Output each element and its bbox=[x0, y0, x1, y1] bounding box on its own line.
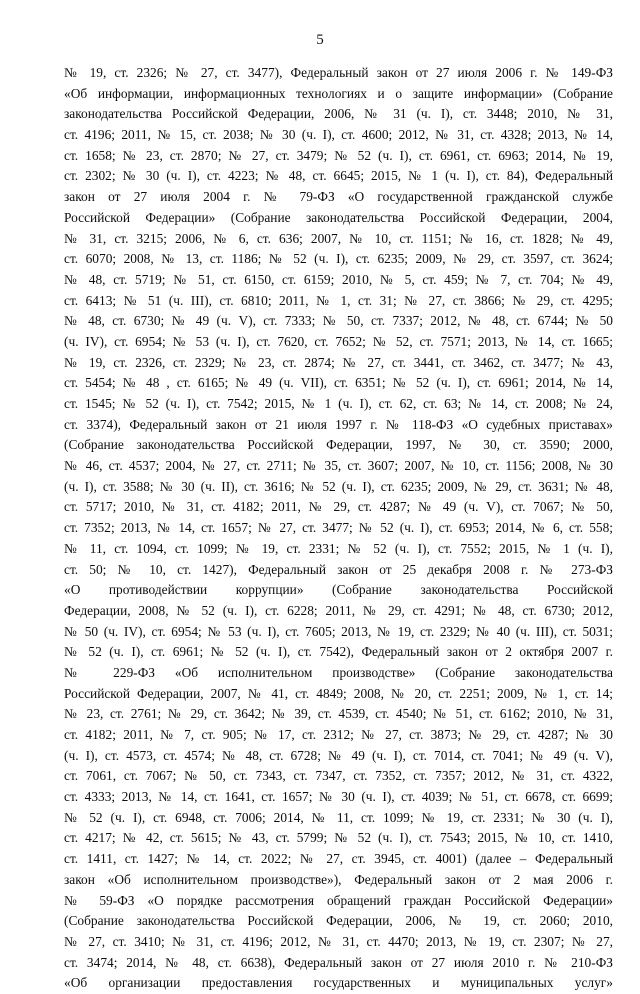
text-line: ст. 5454; № 48 , ст. 6165; № 49 (ч. VII), ст. 6351; № 52 (ч. I), ст. 6961; 2014, № 14, bbox=[64, 375, 613, 391]
text-line: (Собрание законодательства Российской Федерации, 1997, № 30, ст. 3590; 2000, bbox=[64, 437, 613, 453]
text-line: ст. 1411, ст. 1427; № 14, ст. 2022; № 27, ст. 3945, ст. 4001) (далее – Федеральный bbox=[64, 851, 613, 867]
text-line: «О противодействии коррупции» (Собрание законодательства Российской bbox=[64, 582, 613, 598]
text-line: Российской Федерации, 2007, № 41, ст. 4849; 2008, № 20, ст. 2251; 2009, № 1, ст. 14; bbox=[64, 685, 613, 701]
text-line: № 229-ФЗ «Об исполнительном производстве» (Собрание законодательства bbox=[64, 664, 613, 680]
text-line: ст. 4333; 2013, № 14, ст. 1641, ст. 1657; № 30 (ч. I), ст. 4039; № 51, ст. 6678, ст. 6699; bbox=[64, 789, 613, 805]
text-line: (ч. I), ст. 4573, ст. 4574; № 48, ст. 6728; № 49 (ч. I), ст. 7014, ст. 7041; № 49 (ч. V), bbox=[64, 747, 613, 763]
text-line: ст. 7352; 2013, № 14, ст. 1657; № 27, ст. 3477; № 52 (ч. I), ст. 6953; 2014, № 6, ст. 558; bbox=[64, 520, 613, 536]
text-line: № 19, ст. 2326; № 27, ст. 3477), Федеральный закон от 27 июля 2006 г. № 149-ФЗ bbox=[64, 65, 613, 80]
text-line: ст. 4182; 2011, № 7, ст. 905; № 17, ст. 2312; № 27, ст. 3873; № 29, ст. 4287; № 30 bbox=[64, 727, 613, 742]
text-line: Российской Федерации» (Собрание законодательства Российской Федерации, 2004, bbox=[64, 209, 613, 225]
text-line: ст. 2302; № 30 (ч. I), ст. 4223; № 48, ст. 6645; 2015, № 1 (ч. I), ст. 84), Федеральный bbox=[64, 168, 613, 184]
text-line: (Собрание законодательства Российской Федерации, 2006, № 19, ст. 2060; 2010, bbox=[64, 913, 613, 929]
text-line: № 23, ст. 2761; № 29, ст. 3642; № 39, ст. 4539, ст. 4540; № 51, ст. 6162; 2010, № 31, bbox=[64, 706, 613, 722]
text-line: ст. 6070; 2008, № 13, ст. 1186; № 52 (ч. I), ст. 6235; 2009, № 29, ст. 3597, ст. 3624; bbox=[64, 251, 613, 267]
text-line: № 52 (ч. I), ст. 6948, ст. 7006; 2014, № 11, ст. 1099; № 19, ст. 2331; № 30 (ч. I), bbox=[64, 809, 613, 825]
text-line: № 50 (ч. IV), ст. 6954; № 53 (ч. I), ст. 7605; 2013, № 19, ст. 2329; № 40 (ч. III), ст. 5031; bbox=[64, 623, 613, 639]
text-line: ст. 3474; 2014, № 48, ст. 6638), Федеральный закон от 27 июля 2010 г. № 210-ФЗ bbox=[64, 954, 613, 970]
text-line: ст. 4217; № 42, ст. 5615; № 43, ст. 5799; № 52 (ч. I), ст. 7543; 2015, № 10, ст. 1410, bbox=[64, 830, 613, 846]
text-line: № 27, ст. 3410; № 31, ст. 4196; 2012, № 31, ст. 4470; 2013, № 19, ст. 2307; № 27, bbox=[64, 933, 613, 949]
text-line: Федерации, 2008, № 52 (ч. I), ст. 6228; 2011, № 29, ст. 4291; № 48, ст. 6730; 2012, bbox=[64, 602, 613, 618]
text-line: № 59-ФЗ «О порядке рассмотрения обращений граждан Российской Федерации» bbox=[64, 892, 613, 908]
page-number: 5 bbox=[316, 32, 324, 48]
text-line: № 52 (ч. I), ст. 6961; № 52 (ч. I), ст. 7542), Федеральный закон от 2 октября 2007 г. bbox=[64, 644, 613, 660]
text-line: № 48, ст. 5719; № 51, ст. 6150, ст. 6159; 2010, № 5, ст. 459; № 7, ст. 704; № 49, bbox=[64, 271, 613, 287]
text-line: ст. 1545; № 52 (ч. I), ст. 7542; 2015, № 1 (ч. I), ст. 62, ст. 63; № 14, ст. 2008; № 24, bbox=[64, 396, 613, 411]
text-line: «Об информации, информационных технологиях и о защите информации» (Собрание bbox=[64, 85, 613, 101]
text-line: № 31, ст. 3215; 2006, № 6, ст. 636; 2007, № 10, ст. 1151; № 16, ст. 1828; № 49, bbox=[64, 230, 613, 246]
text-line: № 48, ст. 6730; № 49 (ч. V), ст. 7333; № 50, ст. 7337; 2012, № 48, ст. 6744; № 50 bbox=[64, 313, 613, 329]
text-line: ст. 7061, ст. 7067; № 50, ст. 7343, ст. 7347, ст. 7352, ст. 7357; 2012, № 31, ст. 4322, bbox=[64, 768, 613, 784]
text-line: ст. 1658; № 23, ст. 2870; № 27, ст. 3479; № 52 (ч. I), ст. 6961, ст. 6963; 2014, № 19, bbox=[64, 147, 613, 163]
text-line: закон от 27 июля 2004 г. № 79-ФЗ «О государственной гражданской службе bbox=[64, 189, 613, 205]
text-line: № 46, ст. 4537; 2004, № 27, ст. 2711; № 35, ст. 3607; 2007, № 10, ст. 1156; 2008, № 30 bbox=[64, 458, 613, 474]
text-line: № 11, ст. 1094, ст. 1099; № 19, ст. 2331; № 52 (ч. I), ст. 7552; 2015, № 1 (ч. I), bbox=[64, 540, 613, 556]
text-line: (ч. IV), ст. 6954; № 53 (ч. I), ст. 7620, ст. 7652; № 52, ст. 7571; 2013, № 14, ст. 1665; bbox=[64, 333, 613, 349]
body-text bbox=[64, 63, 613, 994]
text-line: ст. 50; № 10, ст. 1427), Федеральный закон от 25 декабря 2008 г. № 273-ФЗ bbox=[64, 561, 613, 577]
text-line: законодательства Российской Федерации, 2006, № 31 (ч. I), ст. 3448; 2010, № 31, bbox=[64, 106, 613, 122]
text-line: (ч. I), ст. 3588; № 30 (ч. II), ст. 3616; № 52 (ч. I), ст. 6235; 2009, № 29, ст. 3631; № 48, bbox=[64, 478, 613, 494]
text-line: ст. 3374), Федеральный закон от 21 июля 1997 г. № 118-ФЗ «О судебных приставах» bbox=[64, 416, 613, 432]
text-line: ст. 4196; 2011, № 15, ст. 2038; № 30 (ч. I), ст. 4600; 2012, № 31, ст. 4328; 2013, № 14, bbox=[64, 127, 613, 143]
text-line: № 19, ст. 2326, ст. 2329; № 23, ст. 2874; № 27, ст. 3441, ст. 3462, ст. 3477; № 43, bbox=[64, 354, 613, 370]
text-line: закон «Об исполнительном производстве»), Федеральный закон от 2 мая 2006 г. bbox=[64, 871, 613, 887]
text-line: «Об организации предоставления государственных и муниципальных услуг» bbox=[64, 975, 613, 991]
text-line: ст. 6413; № 51 (ч. III), ст. 6810; 2011, № 1, ст. 31; № 27, ст. 3866; № 29, ст. 4295; bbox=[64, 292, 613, 308]
text-line: ст. 5717; 2010, № 31, ст. 4182; 2011, № 29, ст. 4287; № 49 (ч. V), ст. 7067; № 50, bbox=[64, 499, 613, 515]
